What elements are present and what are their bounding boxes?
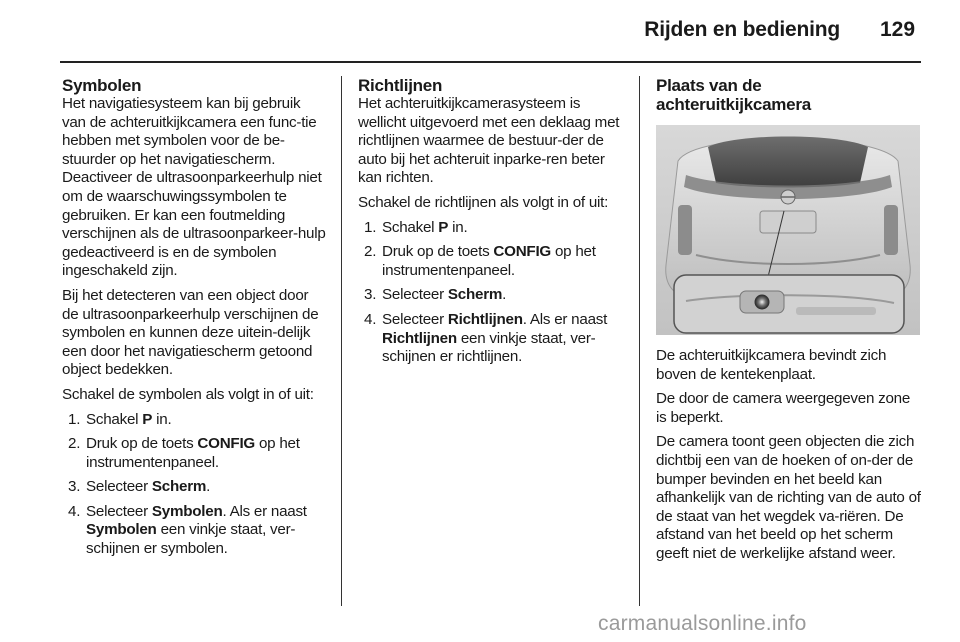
list-item: 2. Druk op de toets CONFIG op het instrumentenpaneel.	[68, 435, 300, 471]
list-item: 4. Selecteer Richtlijnen. Als er naast Richtlijnen een vinkje staat, ver-schijnen er richtlijnen.	[364, 310, 608, 366]
list-item: 1. Schakel P in.	[364, 218, 468, 236]
paragraph: De camera toont geen objecten die zich dichtbij een van de hoeken of on-der de bumper bevinden en het beeld kan afhankelijk van de richting van de auto of de staat van het wegdek va-riëren. De afstand van het beeld op het scherm geeft niet de werkelijke afstand weer.	[656, 433, 921, 562]
column-symbolen	[62, 76, 326, 565]
column-richtlijnen	[358, 76, 622, 373]
watermark: carmanualsonline.info	[598, 612, 807, 635]
section-heading-camera-location: Plaats van de achteruitkijkcamera	[656, 76, 811, 114]
column-divider-1	[341, 76, 342, 606]
section-heading-symbolen: Symbolen	[62, 76, 142, 95]
section-heading-richtlijnen: Richtlijnen	[358, 76, 443, 95]
rear-camera-photo	[656, 125, 920, 335]
list-item: 3. Selecteer Scherm.	[364, 286, 507, 304]
paragraph: Schakel de symbolen als volgt in of uit:	[62, 385, 314, 403]
paragraph: Het achteruitkijkcamerasysteem is wellicht uitgevoerd met een deklaag met richtlijnen waarmee de bestuur-der de auto bij het achteruit inparke-ren beter kan richten.	[358, 95, 620, 187]
page-number: 129	[880, 18, 916, 41]
steps-list	[358, 219, 622, 367]
column-camera-location	[656, 76, 922, 570]
header-rule	[60, 61, 921, 63]
paragraph: De door de camera weergegeven zone is beperkt.	[656, 390, 911, 426]
running-header-title: Rijden en bediening	[644, 18, 840, 41]
list-item: 1. Schakel P in.	[68, 410, 172, 428]
list-item: 2. Druk op de toets CONFIG op het instrumentenpaneel.	[364, 243, 596, 279]
paragraph: Het navigatiesysteem kan bij gebruik van de achteruitkijkcamera een func-tie hebben met symbolen voor de be-stuurder op het navigatiescherm. Deactiveer de ultrasoonparkeerhulp niet om de waarschuwingssymbolen te gebruiken. Er kan een foutmelding verschijnen als de ultrasoonparkeer-hulp gedeactiveerd is en de symbolen ingeschakeld zijn.	[62, 95, 326, 280]
list-item: 3. Selecteer Scherm.	[68, 478, 211, 496]
paragraph: Bij het detecteren van een object door de ultrasoonparkeerhulp verschijnen de symbolen en kunnen deze uitein-delijk een door het navigatiescherm getoond object bedekken.	[62, 286, 319, 379]
column-divider-2	[639, 76, 640, 606]
list-item: 4. Selecteer Symbolen. Als er naast Symbolen een vinkje staat, ver-schijnen er symbolen.	[68, 502, 307, 558]
paragraph: De achteruitkijkcamera bevindt zich boven de kentekenplaat.	[656, 347, 887, 383]
paragraph: Schakel de richtlijnen als volgt in of uit:	[358, 193, 609, 211]
steps-list	[62, 411, 326, 559]
